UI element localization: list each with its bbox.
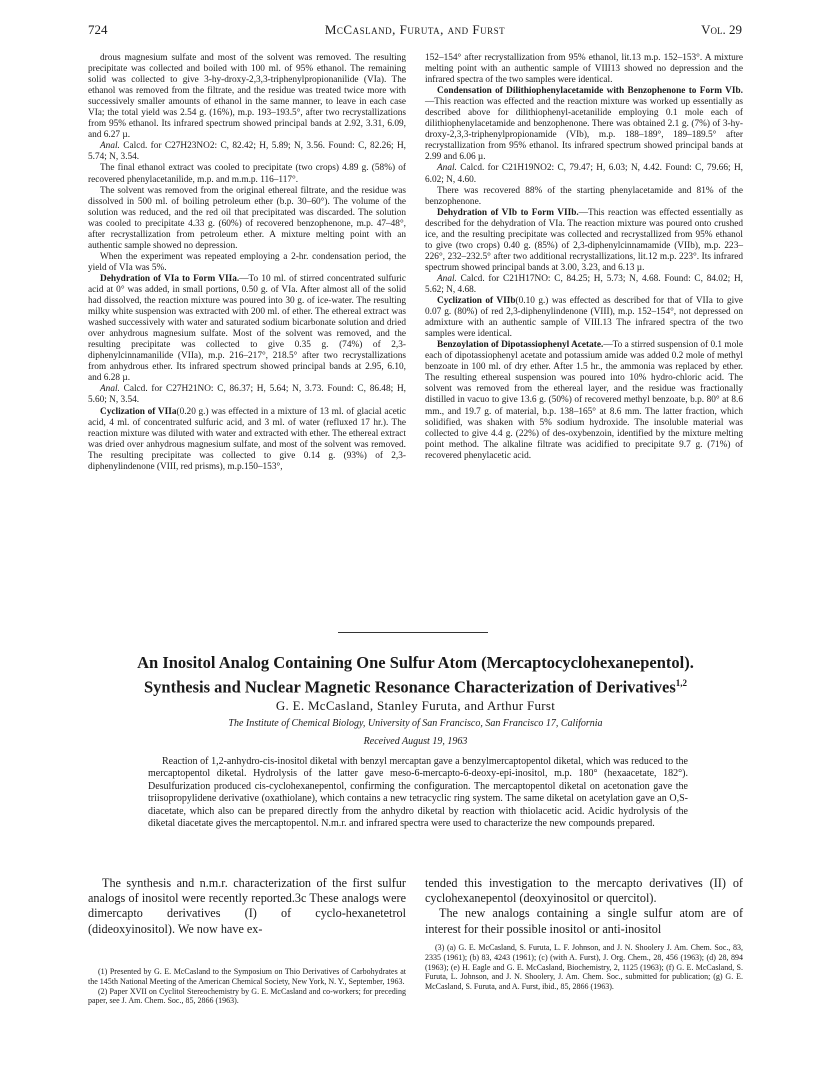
analysis-label: Anal. [100, 384, 124, 395]
paragraph-text: (0.20 g.) was effected in a mixture of 13 ml. of glacial acetic acid, 4 ml. of concentrated sulfuric acid, and 3 ml. of water (refluxed 17 hr.). The reaction mixture was diluted with water and extracted with ether. The ethereal extract was dried over anhydrous magnesium sulfate, and most of the solvent was removed. The resulting precipitate was collected to give 0.14 g. (93%) of 2,3-diphenylindenone (VIII, red prisms), m.p.150–153°, [88, 406, 406, 472]
title-footnote-ref: 1,2 [675, 678, 687, 688]
paragraph [425, 208, 743, 274]
analysis-label: Anal. [437, 163, 461, 174]
running-header [88, 22, 742, 42]
paragraph-text: Calcd. for C21H19NO2: C, 79.47; H, 6.03; N, 4.42. Found: C, 79.66; H, 6.02; N, 4.60. [425, 163, 743, 185]
paragraph-text: The final ethanol extract was cooled to precipitate (two crops) 4.89 g. (58%) of recovered phenylacetanilide, m.p. and m.m.p. 116–117°. [88, 163, 406, 185]
paragraph [425, 86, 743, 163]
paragraph-text: —This reaction was effected and the reaction mixture was worked up essentially as described above for dilithiophenyl-acetanilide employing 0.1 mole each of dilithiophenylacetamide and benzophenone. There was obtained 2.1 g. (7%) of 3-hy-droxy-2,3,3-triphenylpropionamide (VIb), m.p. 188–189°, 189–189.5° after recrystallization from 95% ethanol. Its infrared spectrum showed principal bands at 2.99 and 6.06 µ. [425, 97, 743, 163]
paragraph [88, 252, 406, 274]
paragraph-heading: Condensation of Dilithiophenylacetamide with Benzophenone to Form VIb. [437, 86, 743, 97]
paragraph-text: Calcd. for C27H23NO2: C, 82.42; H, 5.89; N, 3.56. Found: C, 82.26; H, 5.74; N, 3.54. [88, 141, 406, 163]
paragraph-heading: Dehydration of VIa to Form VIIa. [100, 273, 240, 284]
paragraph [88, 141, 406, 163]
paragraph [88, 407, 406, 473]
paragraph-text: 152–154° after recrystallization from 95% ethanol, lit.13 m.p. 152–153°. A mixture melting point with an authentic sample of VIII13 showed no depression and the infrared spectra of the two samples were identical. [425, 53, 743, 86]
paragraph [88, 53, 406, 141]
paragraph [88, 163, 406, 185]
analysis-label: Anal. [100, 141, 124, 152]
paragraph [425, 340, 743, 462]
footnotes-left [88, 967, 406, 1006]
abstract-text: Reaction of 1,2-anhydro-cis-inositol diketal with benzyl mercaptan gave a benzylmercaptopentol diketal, which was reduced to the mercaptopentol diketal. Hydrolysis of the latter gave meso-6-mercapto-6-deoxy-epi-inositol, m.p. 180° (hexaacetate, 182°). Desulfurization produced cis-cyclohexanepentol, confirming the configuration. The mercaptopentol diketal on acetonation gave the triisopropylidene derivative (oxathiolane), which contains a new tetracyclic ring system. The same diketal on acetylation gave an O,S-diacetate, which also can be prepared directly from the anhydro diketal by reaction with thiolacetic acid. Acidic hydrolysis of the diketal diacetate gives the mercaptopentol. N.m.r. and infrared spectra were used to characterize the new compounds prepared. [148, 756, 688, 830]
article-body-left [88, 876, 406, 937]
right-column [425, 53, 743, 462]
paragraph-text: drous magnesium sulfate and most of the solvent was removed. The resulting precipitate was collected and boiled with 100 ml. of 95% ethanol. The remaining solid was collected to give 3-hy-droxy-2,3,3-triphenylpropionanilide (VIa). The ethanol was removed from the filtrate, and the residue was treated twice more with successively smaller amounts of ethanol in the same manner, to leave in each case VIa; the total yield was 2.54 g. (16%), m.p. 193–193.5°, after two recrystallizations from 95% ethanol. Its infrared spectrum showed principal bands at 2.92, 3.31, 6.09, and 6.27 µ. [88, 53, 406, 141]
body-paragraph: The new analogs containing a single sulfur atom are of interest for their possible inositol or anti-inositol [425, 906, 743, 936]
left-column [88, 53, 406, 473]
paragraph [425, 186, 743, 208]
footnotes-right [425, 943, 743, 992]
paragraph-text: Calcd. for C21H17NO: C, 84.25; H, 5.73; N, 4.68. Found: C, 84.02; H, 5.62; N, 4.68. [425, 273, 743, 295]
volume-label: Vol. 29 [701, 22, 742, 37]
paragraph-text: —To 10 ml. of stirred concentrated sulfuric acid at 0° was added, in small portions, 0.50 g. of VIa. After almost all of the solid had dissolved, the reaction mixture was poured into 30 g. of ice-water. The resulting milky white suspension was extracted with 200 ml. of ether. The ethereal extract was washed successively with water and saturated sodium bicarbonate solution and dried over anhydrous magnesium sulfate. Most of the solvent was removed, and the resulting precipitate was collected to give 0.35 g. (74%) of 2,3-diphenylcinnamanilide (VIIa), m.p. 216–217°, 218.5° after two recrystallizations from anhydrous ether. Its infrared spectrum showed principal bands at 2.95, 6.10, and 6.28 µ. [88, 273, 406, 384]
running-title: McCasland, Furuta, and Furst [324, 22, 506, 37]
article-title-line2 [88, 673, 743, 698]
page-number: 724 [88, 22, 108, 37]
article-body-right [425, 876, 743, 937]
paragraph [425, 296, 743, 340]
analysis-label: Anal. [437, 273, 461, 284]
paragraph-heading: Dehydration of VIb to Form VIIb. [437, 207, 579, 218]
footnote: (3) (a) G. E. McCasland, S. Furuta, L. F. Johnson, and J. N. Shoolery J. Am. Chem. Soc., 83, 2335 (1961); (b) 83, 4243 (1961); (c) (with A. Furst), J. Org. Chem., 28, 456 (1963); (d) 28, 894 (1963); (e) H. Eagle and G. E. McCasland, Biochemistry, 2, 1125 (1963); (f) G. E. McCasland, S. Furuta, L. Johnson, and J. N. Shoolery, J. Am. Chem. Soc., submitted for publication; (g) G. E. McCasland, S. Furuta, and A. Furst, ibid., 85, 2866 (1963). [425, 943, 743, 992]
paragraph [425, 53, 743, 86]
paragraph [88, 384, 406, 406]
paragraph-text: Calcd. for C27H21NO: C, 86.37; H, 5.64; N, 3.73. Found: C, 86.48; H, 5.60; N, 3.54. [88, 384, 406, 406]
paragraph [425, 163, 743, 185]
footnote: (1) Presented by G. E. McCasland to the Symposium on Thio Derivatives of Carbohydrates at the 145th National Meeting of the American Chemical Society, New York, N. Y., September, 1963. [88, 967, 406, 986]
paragraph-text: There was recovered 88% of the starting phenylacetamide and 81% of the benzophenone. [425, 185, 743, 207]
body-paragraph: The synthesis and n.m.r. characterization of the first sulfur analogs of inositol were recently reported.3c These analogs were dimercapto derivatives (I) of cyclo-hexanetetrol (dideoxyinositol). We now have ex- [88, 876, 406, 936]
paragraph-text: —This reaction was effected essentially as described for the dehydration of VIa. The reaction mixture was poured onto crushed ice, and the resulting precipitate was collected and recrystallized from 95% ethanol to give (two crops) 0.40 g. (85%) of 2,3-diphenylcinnamamide (VIIb), m.p. 223–226°, 232–232.5° after two additional recrystallizations, lit.12 m.p. 223°. Its infrared spectrum showed principal bands at 3.00, 3.23, and 6.13 µ. [425, 207, 743, 273]
footnote: (2) Paper XVII on Cyclitol Stereochemistry by G. E. McCasland and co-workers; for preceding paper, see J. Am. Chem. Soc., 85, 2866 (1963). [88, 986, 406, 1006]
paragraph-heading: Benzoylation of Dipotassiophenyl Acetate. [437, 340, 604, 351]
section-divider [338, 632, 488, 633]
paragraph-text: —To a stirred suspension of 0.1 mole each of dipotassiophenyl acetate and potassium amide was added 0.2 mole of methyl benzoate in 100 ml. of dry ether. After 1.5 hr., the ammonia was replaced by ether. The resulting ethereal suspension was poured into 10% hydro-chloric acid. The solvent was removed from the ethereal layer, and the residue was fractionally distilled in vacuo to give 13.6 g. (50%) of recovered methyl benzoate, b.p. 80° at 8.6 mm., and 19.7 g. of material, b.p. 138–165° at 8.6 mm. The latter fraction, which solidified, was shaken with 5% sodium hydroxide. The insoluble material was collected to give 4.4 g. (22%) of des-oxybenzoin, identified by the mixture melting point method. The alkaline filtrate was acidified to precipitate 9.7 g. (71%) of recovered phenylacetic acid. [425, 340, 744, 461]
paragraph-text: The solvent was removed from the original ethereal filtrate, and the residue was dissolved in 500 ml. of boiling petroleum ether (b.p. 30–60°). The volume of the solution was reduced, and the red oil that precipitated was discarded. The solution was cooled to precipitate 4.33 g. (60%) of recovered benzophenone, m.p. 47–48°, after recrystallization from petroleum ether. A mixture melting point with an authentic sample showed no depression. [88, 185, 406, 251]
paragraph-heading: Cyclization of VIIb [437, 296, 516, 307]
received-date: Received August 19, 1963 [363, 736, 468, 747]
paragraph [88, 274, 406, 384]
body-paragraph: tended this investigation to the mercapto derivatives (II) of cyclohexanepentol (deoxyinositol or quercitol). [425, 876, 743, 906]
abstract [148, 756, 688, 830]
paragraph-text: When the experiment was repeated employing a 2-hr. condensation period, the yield of VIa was 5%. [88, 251, 406, 273]
paragraph [425, 274, 743, 296]
author-list: G. E. McCasland, Stanley Furuta, and Arthur Furst [275, 698, 556, 713]
paragraph-text: (0.10 g.) was effected as described for that of VIIa to give 0.07 g. (80%) of red 2,3-diphenylindenone (VIII), m.p. 152–154°, not depressed on admixture with an authentic sample of VIII.13 The infrared spectra of the two samples were identical. [425, 296, 743, 340]
article-title-line1: An Inositol Analog Containing One Sulfur Atom (Mercaptocyclohexanepentol). [137, 653, 694, 672]
paragraph-heading: Cyclization of VIIa [100, 406, 177, 417]
article-title [88, 652, 743, 698]
paragraph [88, 186, 406, 252]
institution: The Institute of Chemical Biology, University of San Francisco, San Francisco 17, California [228, 718, 603, 729]
article-title-line2-text: Synthesis and Nuclear Magnetic Resonance Characterization of Derivatives [144, 677, 676, 697]
